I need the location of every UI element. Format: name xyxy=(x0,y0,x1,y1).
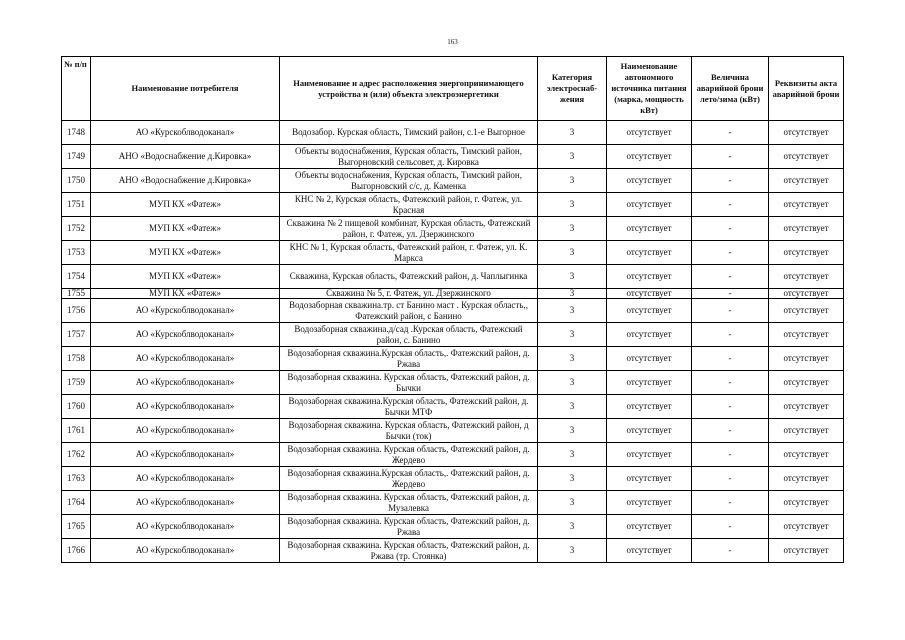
cell-num: 1754 xyxy=(62,265,91,289)
cell-autonomous-source: отсутствует xyxy=(607,467,692,491)
cell-act-details: отсутствует xyxy=(769,515,844,539)
cell-emergency-reserve: - xyxy=(692,347,769,371)
cell-consumer: АО «Курскоблводоканал» xyxy=(91,395,280,419)
cell-category: 3 xyxy=(538,515,607,539)
cell-emergency-reserve: - xyxy=(692,491,769,515)
cell-num: 1751 xyxy=(62,193,91,217)
cell-autonomous-source: отсутствует xyxy=(607,371,692,395)
cell-act-details: отсутствует xyxy=(769,443,844,467)
cell-emergency-reserve: - xyxy=(692,145,769,169)
table-row xyxy=(62,241,844,265)
cell-category: 3 xyxy=(538,193,607,217)
table-row xyxy=(62,121,844,145)
cell-object: Скважина № 2 пищевой комбинат, Курская область, Фатежский район, г. Фатеж, ул. Дзержинского xyxy=(280,217,538,241)
cell-category: 3 xyxy=(538,491,607,515)
table-row xyxy=(62,419,844,443)
cell-object: Водозаборная скважина. Курская область, Фатежский район, д. Жердево xyxy=(280,443,538,467)
cell-act-details: отсутствует xyxy=(769,371,844,395)
cell-consumer: АНО «Водоснабжение д.Кировка» xyxy=(91,145,280,169)
cell-consumer: АО «Курскоблводоканал» xyxy=(91,299,280,323)
cell-category: 3 xyxy=(538,289,607,299)
cell-num: 1762 xyxy=(62,443,91,467)
cell-num: 1765 xyxy=(62,515,91,539)
cell-num: 1748 xyxy=(62,121,91,145)
cell-object: Скважина, Курская область, Фатежский район, д. Чаплыгинка xyxy=(280,265,538,289)
table-row xyxy=(62,299,844,323)
cell-object: Объекты водоснабжения, Курская область, Тимский район, Выгорновский сельсовет, д. Кировка xyxy=(280,145,538,169)
col-header-autonomous-source: Наименование автономного источника питания (марка, мощность кВт) xyxy=(607,57,692,121)
cell-emergency-reserve: - xyxy=(692,371,769,395)
cell-emergency-reserve: - xyxy=(692,299,769,323)
cell-autonomous-source: отсутствует xyxy=(607,299,692,323)
cell-object: Водозаборная скважина. Курская область, Фатежский район, д. Ржава xyxy=(280,515,538,539)
cell-object: Водозаборная скважина. Курская область, Фатежский район, д. Музалевка xyxy=(280,491,538,515)
cell-act-details: отсутствует xyxy=(769,217,844,241)
cell-num: 1766 xyxy=(62,539,91,563)
table-row xyxy=(62,145,844,169)
cell-autonomous-source: отсутствует xyxy=(607,539,692,563)
cell-act-details: отсутствует xyxy=(769,539,844,563)
cell-num: 1764 xyxy=(62,491,91,515)
page-number: 163 xyxy=(447,38,458,46)
cell-category: 3 xyxy=(538,395,607,419)
cell-autonomous-source: отсутствует xyxy=(607,395,692,419)
cell-consumer: АО «Курскоблводоканал» xyxy=(91,371,280,395)
cell-object: Водозаборная скважина.тр. ст Банино маст . Курская область,, Фатежский район, с Банино xyxy=(280,299,538,323)
col-header-consumer: Наименование потребителя xyxy=(91,57,280,121)
cell-emergency-reserve: - xyxy=(692,539,769,563)
cell-autonomous-source: отсутствует xyxy=(607,241,692,265)
cell-category: 3 xyxy=(538,419,607,443)
cell-category: 3 xyxy=(538,323,607,347)
cell-consumer: АО «Курскоблводоканал» xyxy=(91,121,280,145)
cell-category: 3 xyxy=(538,217,607,241)
consumers-table xyxy=(61,56,844,563)
cell-category: 3 xyxy=(538,265,607,289)
cell-act-details: отсутствует xyxy=(769,121,844,145)
cell-consumer: АНО «Водоснабжение д.Кировка» xyxy=(91,169,280,193)
cell-object: КНС № 2, Курская область, Фатежский район, г. Фатеж, ул. Красная xyxy=(280,193,538,217)
cell-object: Объекты водоснабжения, Курская область, Тимский район, Выгорновский с/с, д. Каменка xyxy=(280,169,538,193)
cell-object: Водозаборная скважина.Курская область, Фатежский район, д. Бычки МТФ xyxy=(280,395,538,419)
table-row xyxy=(62,539,844,563)
cell-num: 1758 xyxy=(62,347,91,371)
cell-num: 1761 xyxy=(62,419,91,443)
cell-emergency-reserve: - xyxy=(692,443,769,467)
cell-category: 3 xyxy=(538,241,607,265)
table-row xyxy=(62,323,844,347)
table-header-row xyxy=(62,57,844,121)
cell-object: Водозаборная скважина.Курская область,. Фатежский район, д. Ржава xyxy=(280,347,538,371)
col-header-num: № п/п xyxy=(62,57,91,121)
cell-act-details: отсутствует xyxy=(769,241,844,265)
table-row xyxy=(62,491,844,515)
cell-consumer: АО «Курскоблводоканал» xyxy=(91,491,280,515)
cell-num: 1749 xyxy=(62,145,91,169)
cell-act-details: отсутствует xyxy=(769,347,844,371)
cell-emergency-reserve: - xyxy=(692,241,769,265)
cell-num: 1759 xyxy=(62,371,91,395)
cell-object: Водозаборная скважина. Курская область, Фатежский район, д. Ржава (тр. Стоянка) xyxy=(280,539,538,563)
table-row xyxy=(62,467,844,491)
cell-consumer: АО «Курскоблводоканал» xyxy=(91,347,280,371)
cell-category: 3 xyxy=(538,145,607,169)
table-row xyxy=(62,347,844,371)
cell-autonomous-source: отсутствует xyxy=(607,217,692,241)
cell-num: 1755 xyxy=(62,289,91,299)
cell-consumer: МУП КХ «Фатеж» xyxy=(91,217,280,241)
cell-emergency-reserve: - xyxy=(692,289,769,299)
cell-act-details: отсутствует xyxy=(769,169,844,193)
cell-object: Водозаборная скважина.Курская область,. Фатежский район, д. Жердево xyxy=(280,467,538,491)
cell-autonomous-source: отсутствует xyxy=(607,289,692,299)
table-row xyxy=(62,193,844,217)
cell-autonomous-source: отсутствует xyxy=(607,121,692,145)
cell-object: Водозаборная скважина. Курская область, Фатежский район, д. Бычки xyxy=(280,371,538,395)
cell-consumer: МУП КХ «Фатеж» xyxy=(91,265,280,289)
cell-autonomous-source: отсутствует xyxy=(607,347,692,371)
col-header-category: Категория электроснаб-жения xyxy=(538,57,607,121)
cell-object: Скважина № 5, г. Фатеж, ул. Дзержинского xyxy=(280,289,538,299)
table-row xyxy=(62,289,844,299)
cell-act-details: отсутствует xyxy=(769,323,844,347)
table-row xyxy=(62,443,844,467)
cell-consumer: АО «Курскоблводоканал» xyxy=(91,419,280,443)
cell-category: 3 xyxy=(538,539,607,563)
cell-num: 1756 xyxy=(62,299,91,323)
col-header-act-details: Реквизиты акта аварийной брони xyxy=(769,57,844,121)
cell-emergency-reserve: - xyxy=(692,193,769,217)
cell-autonomous-source: отсутствует xyxy=(607,193,692,217)
cell-autonomous-source: отсутствует xyxy=(607,145,692,169)
cell-consumer: МУП КХ «Фатеж» xyxy=(91,241,280,265)
cell-num: 1763 xyxy=(62,467,91,491)
cell-act-details: отсутствует xyxy=(769,193,844,217)
cell-category: 3 xyxy=(538,443,607,467)
cell-autonomous-source: отсутствует xyxy=(607,265,692,289)
cell-category: 3 xyxy=(538,169,607,193)
cell-num: 1760 xyxy=(62,395,91,419)
cell-object: Водозаборная скважина.д/сад .Курская область, Фатежский район, с. Банино xyxy=(280,323,538,347)
table-row xyxy=(62,395,844,419)
cell-num: 1750 xyxy=(62,169,91,193)
cell-consumer: АО «Курскоблводоканал» xyxy=(91,443,280,467)
cell-autonomous-source: отсутствует xyxy=(607,515,692,539)
cell-autonomous-source: отсутствует xyxy=(607,491,692,515)
cell-autonomous-source: отсутствует xyxy=(607,419,692,443)
cell-emergency-reserve: - xyxy=(692,217,769,241)
cell-object: КНС № 1, Курская область, Фатежский район, г. Фатеж, ул. К. Маркса xyxy=(280,241,538,265)
cell-num: 1752 xyxy=(62,217,91,241)
cell-object: Водозабор. Курская область, Тимский район, с.1-е Выгорное xyxy=(280,121,538,145)
cell-num: 1753 xyxy=(62,241,91,265)
cell-consumer: АО «Курскоблводоканал» xyxy=(91,515,280,539)
cell-act-details: отсутствует xyxy=(769,419,844,443)
cell-autonomous-source: отсутствует xyxy=(607,443,692,467)
cell-category: 3 xyxy=(538,371,607,395)
cell-num: 1757 xyxy=(62,323,91,347)
cell-consumer: МУП КХ «Фатеж» xyxy=(91,193,280,217)
cell-emergency-reserve: - xyxy=(692,323,769,347)
col-header-emergency-reserve: Величина аварийной брони лето/зима (кВт) xyxy=(692,57,769,121)
table-row xyxy=(62,371,844,395)
cell-emergency-reserve: - xyxy=(692,121,769,145)
cell-emergency-reserve: - xyxy=(692,395,769,419)
cell-act-details: отсутствует xyxy=(769,299,844,323)
cell-emergency-reserve: - xyxy=(692,515,769,539)
cell-category: 3 xyxy=(538,347,607,371)
cell-act-details: отсутствует xyxy=(769,491,844,515)
cell-act-details: отсутствует xyxy=(769,289,844,299)
cell-emergency-reserve: - xyxy=(692,419,769,443)
table-row xyxy=(62,169,844,193)
cell-act-details: отсутствует xyxy=(769,467,844,491)
cell-act-details: отсутствует xyxy=(769,145,844,169)
cell-category: 3 xyxy=(538,299,607,323)
cell-consumer: АО «Курскоблводоканал» xyxy=(91,467,280,491)
cell-emergency-reserve: - xyxy=(692,265,769,289)
cell-category: 3 xyxy=(538,121,607,145)
cell-emergency-reserve: - xyxy=(692,467,769,491)
table-row xyxy=(62,265,844,289)
cell-act-details: отсутствует xyxy=(769,395,844,419)
cell-object: Водозаборная скважина. Курская область, Фатежский район, д Бычки (ток) xyxy=(280,419,538,443)
cell-autonomous-source: отсутствует xyxy=(607,323,692,347)
cell-consumer: АО «Курскоблводоканал» xyxy=(91,539,280,563)
cell-category: 3 xyxy=(538,467,607,491)
table-row xyxy=(62,515,844,539)
col-header-object: Наименование и адрес расположения энергопринимающего устройства и (или) объекта электроэнергетики xyxy=(280,57,538,121)
cell-consumer: АО «Курскоблводоканал» xyxy=(91,323,280,347)
table-row xyxy=(62,217,844,241)
cell-autonomous-source: отсутствует xyxy=(607,169,692,193)
cell-consumer: МУП КХ «Фатеж» xyxy=(91,289,280,299)
cell-act-details: отсутствует xyxy=(769,265,844,289)
cell-emergency-reserve: - xyxy=(692,169,769,193)
